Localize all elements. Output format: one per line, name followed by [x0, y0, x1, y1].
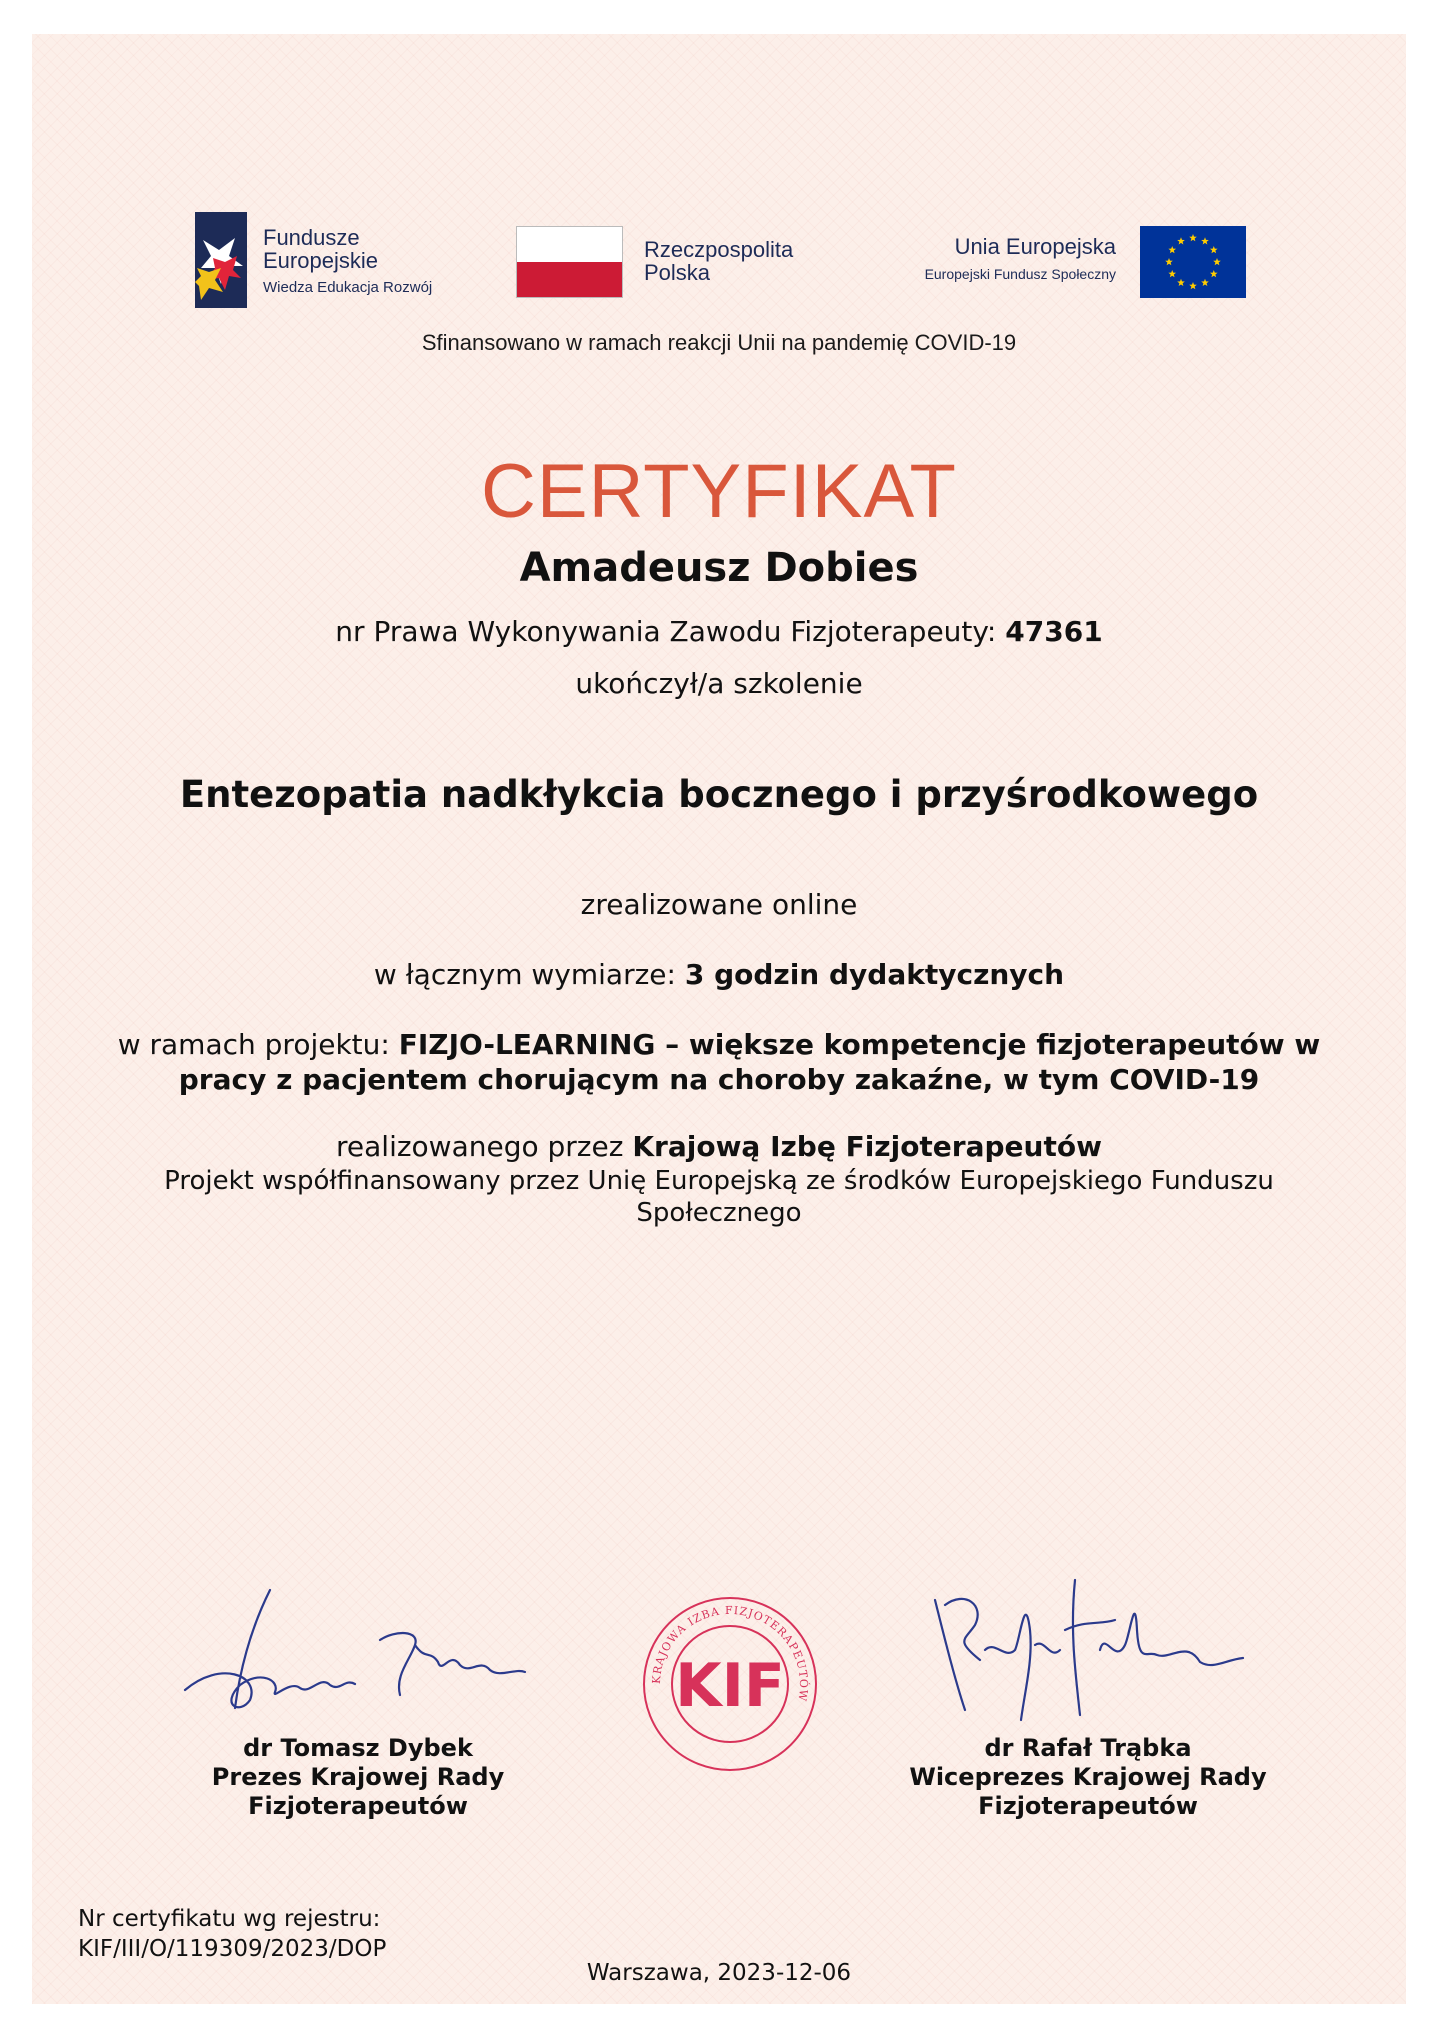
- completed-text: ukończył/a szkolenie: [575, 667, 863, 700]
- register-label: Nr certyfikatu wg rejestru:: [78, 1906, 381, 1932]
- rp-line2: Polska: [644, 260, 711, 285]
- unia-europejska-logo: [880, 226, 1246, 300]
- project-line: [0, 1027, 1438, 1097]
- ue-line1: Unia Europejska: [954, 234, 1116, 259]
- realized-label: realizowanego przez: [336, 1130, 633, 1163]
- funded-note: Sfinansowano w ramach reakcji Unii na pandemię COVID-19: [421, 330, 1017, 355]
- cofinance-note: [0, 1165, 1438, 1229]
- realized-line: [0, 1130, 1438, 1163]
- fe-star-icon: [195, 212, 247, 308]
- project-label: w ramach projektu:: [117, 1028, 399, 1061]
- certificate-title: CERTYFIKAT: [481, 449, 957, 534]
- hours-value: 3 godzin dydaktycznych: [684, 958, 1065, 991]
- ue-line2: Europejski Fundusz Społeczny: [924, 266, 1116, 282]
- fe-line2: Europejskie: [263, 248, 378, 273]
- cofinance-line2: Społecznego: [636, 1198, 802, 1228]
- signer-right-name: dr Rafał Trąbka: [984, 1734, 1192, 1762]
- signer-left-role1: Prezes Krajowej Rady: [211, 1763, 505, 1791]
- fundusze-europejskie-logo: [195, 212, 445, 308]
- project-title-line2: pracy z pacjentem chorującym na choroby zakaźne, w tym COVID-19: [178, 1063, 1260, 1096]
- signer-left-name: dr Tomasz Dybek: [243, 1734, 473, 1762]
- fe-line1: Fundusze: [263, 225, 360, 250]
- rzeczpospolita-polska-logo: [516, 226, 836, 300]
- fe-line3: Wiedza Edukacja Rozwój: [263, 279, 433, 296]
- signer-left-role2: Fizjoterapeutów: [248, 1792, 468, 1820]
- signer-right-role2: Fizjoterapeutów: [978, 1792, 1198, 1820]
- signer-right: [878, 1734, 1298, 1821]
- polish-flag-icon: [516, 226, 623, 298]
- realized-by: Krajową Izbę Fizjoterapeutów: [632, 1130, 1102, 1163]
- eu-flag-icon: [1140, 226, 1246, 298]
- rp-line1: Rzeczpospolita: [644, 237, 794, 262]
- place-date: Warszawa, 2023-12-06: [586, 1960, 852, 1986]
- signer-left: [148, 1734, 568, 1821]
- signature-left: [180, 1580, 530, 1720]
- licence-number: 47361: [1005, 615, 1103, 648]
- licence-label: nr Prawa Wykonywania Zawodu Fizjoterapeuty:: [335, 615, 1006, 648]
- hours-label: w łącznym wymiarze:: [373, 958, 685, 991]
- cofinance-line1: Projekt współfinansowany przez Unię Europejską ze środków Europejskiego Funduszu: [164, 1166, 1274, 1196]
- hours-line: [0, 958, 1438, 991]
- register-number-block: [78, 1904, 386, 1964]
- kif-stamp: [640, 1594, 820, 1774]
- course-title: Entezopatia nadkłykcia bocznego i przyśrodkowego: [179, 773, 1259, 816]
- signer-right-role1: Wiceprezes Krajowej Rady: [909, 1763, 1267, 1791]
- register-number: KIF/III/O/119309/2023/DOP: [78, 1936, 387, 1962]
- person-name: Amadeusz Dobies: [519, 545, 919, 591]
- signature-right: [925, 1570, 1245, 1730]
- stamp-letters: KIF: [675, 1651, 785, 1721]
- licence-line: [0, 615, 1438, 648]
- stamp-ring-text: KRAJOWA IZBA FIZJOTERAPEUTÓW: [649, 1603, 811, 1703]
- mode-text: zrealizowane online: [580, 888, 858, 921]
- project-title-line1: FIZJO-LEARNING – większe kompetencje fizjoterapeutów w: [398, 1028, 1321, 1061]
